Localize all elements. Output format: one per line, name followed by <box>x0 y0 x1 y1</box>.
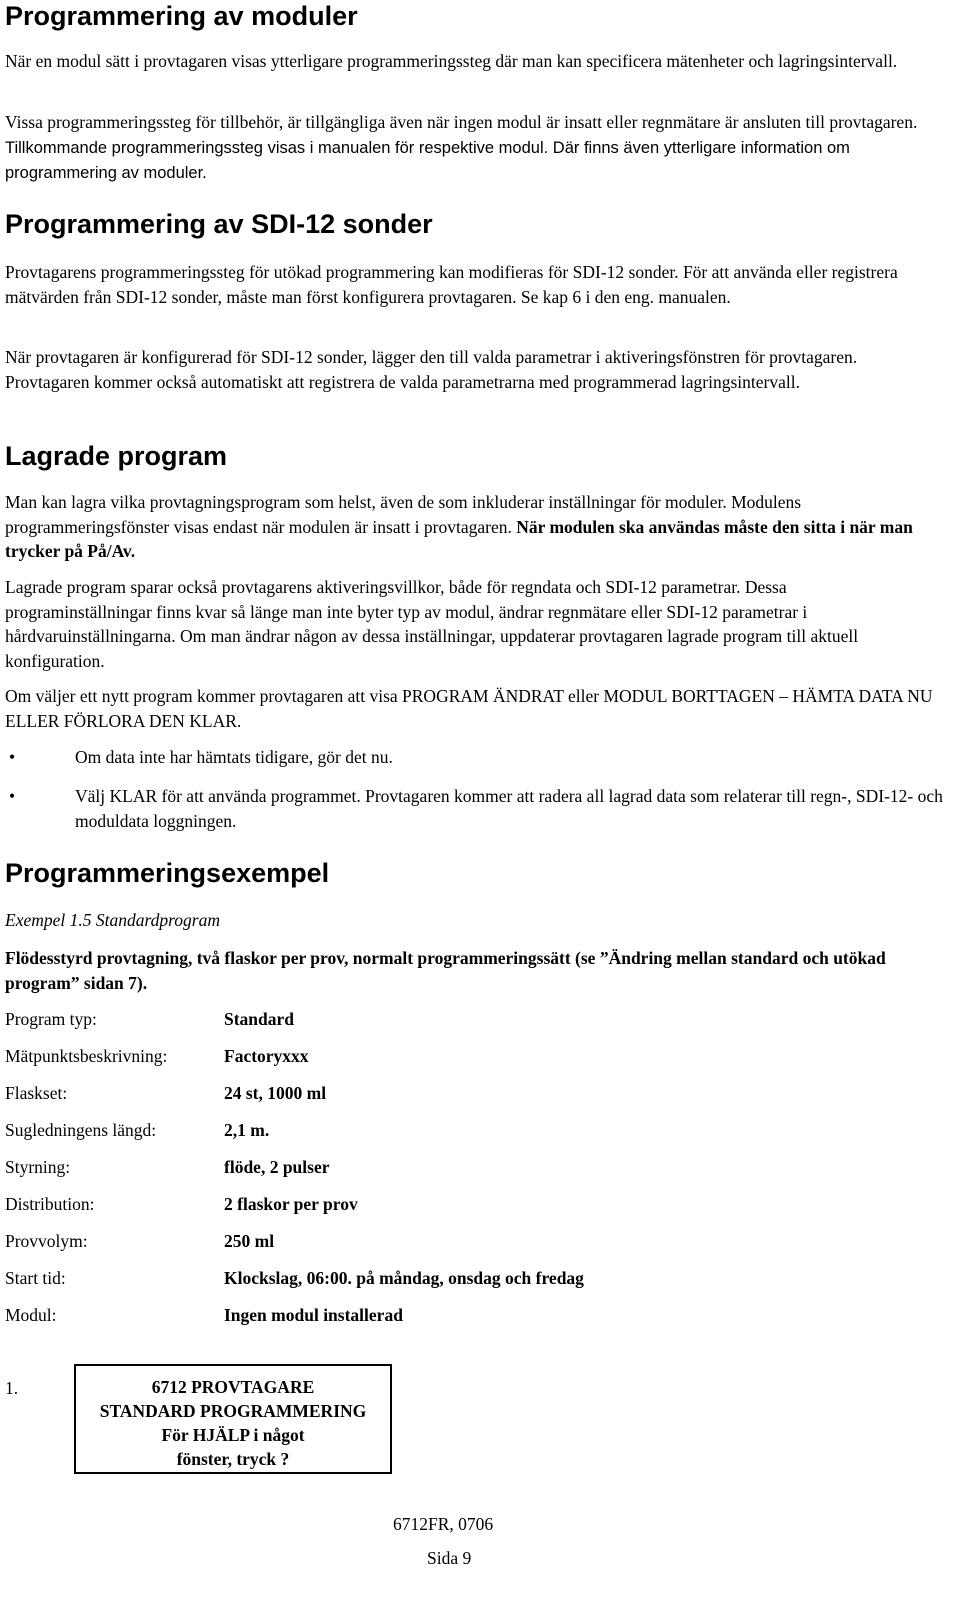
setting-row <box>5 1302 945 1328</box>
paragraph-modules-2b: Tillkommande programmeringssteg visas i manualen för respektive modul. Där finns även ytterligare information om programmering av moduler. <box>5 138 850 182</box>
setting-value: Klockslag, 06:00. på måndag, onsdag och fredag <box>224 1268 584 1288</box>
screen-line: För HJÄLP i något <box>161 1425 305 1445</box>
setting-row <box>5 1265 945 1291</box>
bullet-text: Om data inte har hämtats tidigare, gör det nu. <box>75 747 393 767</box>
paragraph-modules-2a: Vissa programmeringssteg för tillbehör, är tillgängliga även när ingen modul är insatt eller regnmätare är ansluten till provtagaren. <box>5 112 918 132</box>
setting-value: 250 ml <box>224 1231 275 1251</box>
bullet-icon: • <box>9 786 16 806</box>
footer-doc-code: 6712FR, 0706 <box>393 1514 494 1534</box>
setting-row <box>5 1080 945 1106</box>
setting-row <box>5 1043 945 1069</box>
setting-value: Standard <box>224 1009 295 1029</box>
setting-label: Provvolym: <box>5 1231 88 1251</box>
setting-value: 24 st, 1000 ml <box>224 1083 327 1103</box>
paragraph-stored-3: Om väljer ett nytt program kommer provtagaren att visa PROGRAM ÄNDRAT eller MODUL BORTTAGEN – HÄMTA DATA NU ELLER FÖRLORA DEN KLAR. <box>5 686 933 731</box>
paragraph-sdi12-2: När provtagaren är konfigurerad för SDI-12 sonder, lägger den till valda parametrar i aktiveringsfönstren för provtagaren. Provtagaren kommer också automatiskt att registrera de valda parametrarna med programmerad lagringsintervall. <box>5 347 858 392</box>
setting-label: Distribution: <box>5 1194 95 1214</box>
setting-value: 2,1 m. <box>224 1120 270 1140</box>
paragraph-modules-2 <box>5 110 920 186</box>
setting-row <box>5 1117 945 1143</box>
paragraph-stored-1 <box>5 490 940 564</box>
paragraph-stored-1-bold: När modulen ska användas måste den sitta i när man trycker på På/Av. <box>5 516 913 561</box>
setting-label: Flaskset: <box>5 1083 68 1103</box>
screen-line: 6712 PROVTAGARE <box>151 1377 315 1397</box>
heading-example: Programmeringsexempel <box>5 858 330 888</box>
setting-label: Start tid: <box>5 1268 66 1288</box>
screen-line: STANDARD PROGRAMMERING <box>99 1401 367 1421</box>
example-subtitle: Exempel 1.5 Standardprogram <box>5 910 220 930</box>
bullet-icon: • <box>9 747 16 767</box>
example-intro: Flödesstyrd provtagning, två flaskor per prov, normalt programmeringssätt (se ”Ändring mellan standard och utökad program” sidan 7). <box>5 948 886 993</box>
heading-modules: Programmering av moduler <box>5 1 358 31</box>
setting-label: Styrning: <box>5 1157 71 1177</box>
screen-line: fönster, tryck ? <box>176 1449 290 1469</box>
setting-label: Program typ: <box>5 1009 97 1029</box>
paragraph-sdi12-1: Provtagarens programmeringssteg för utökad programmering kan modifieras för SDI-12 sonder. För att använda eller registrera mätvärden från SDI-12 sonder, måste man först konfigurera provtagaren. Se kap 6 i den eng. manualen. <box>5 262 898 307</box>
sampler-display-box <box>74 1364 392 1474</box>
setting-value: 2 flaskor per prov <box>224 1194 358 1214</box>
step-number: 1. <box>5 1378 19 1398</box>
setting-label: Sugledningens längd: <box>5 1120 157 1140</box>
heading-sdi12: Programmering av SDI-12 sonder <box>5 209 433 239</box>
setting-label: Modul: <box>5 1305 57 1325</box>
paragraph-stored-1-normal: Man kan lagra vilka provtagningsprogram som helst, även de som inkluderar inställningar för moduler. Modulens programmeringsfönster visas endast när modulen är insatt i provtagaren. <box>5 492 802 537</box>
setting-label: Mätpunktsbeskrivning: <box>5 1046 168 1066</box>
setting-value: Ingen modul installerad <box>224 1305 403 1325</box>
setting-row <box>5 1006 945 1032</box>
setting-row <box>5 1228 945 1254</box>
bullet-text: Välj KLAR för att använda programmet. Provtagaren kommer att radera all lagrad data som relaterar till regn-, SDI-12- och moduldata loggningen. <box>75 786 943 831</box>
setting-row <box>5 1191 945 1217</box>
setting-value: Factoryxxx <box>224 1046 309 1066</box>
page-number: Sida 9 <box>427 1548 472 1568</box>
paragraph-stored-2: Lagrade program sparar också provtagarens aktiveringsvillkor, både för regndata och SDI-12 parametrar. Dessa programinställningar finns kvar så länge man inte byter typ av modul, ändrar regnmätare eller SDI-12 parametrar i hårdvaruinställningarna. Om man ändrar någon av dessa inställningar, uppdaterar provtagaren lagrade program till aktuell konfiguration. <box>5 577 859 671</box>
heading-stored-programs: Lagrade program <box>5 441 228 471</box>
setting-row <box>5 1154 945 1180</box>
setting-value: flöde, 2 pulser <box>224 1157 330 1177</box>
paragraph-modules-1: När en modul sätt i provtagaren visas ytterligare programmeringssteg där man kan specificera mätenheter och lagringsintervall. <box>5 51 898 71</box>
